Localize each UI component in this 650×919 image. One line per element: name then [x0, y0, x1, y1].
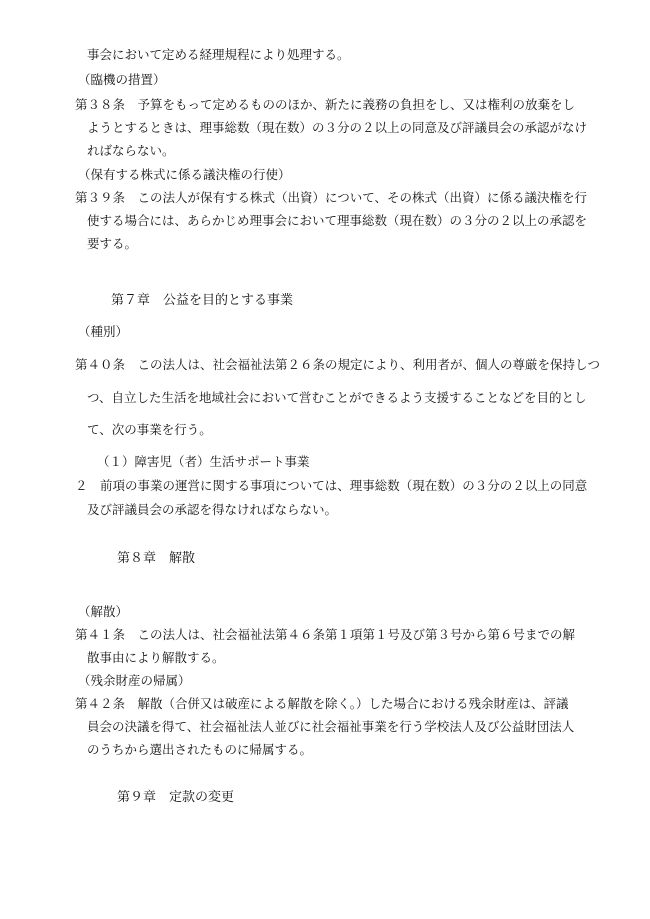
article-39: 第３９条 この法人が保有する株式（出資）について、その株式（出資）に係る議決権を行 — [75, 190, 588, 205]
text-line: 員会の決議を得て、社会福祉法人並びに社会福祉事業を行う学校法人及び公益財団法人 — [87, 719, 575, 734]
list-item: （１）障害児（者）生活サポート事業 — [97, 454, 310, 469]
chapter-9-heading: 第９章 定款の変更 — [117, 790, 235, 805]
chapter-7-heading: 第７章 公益を目的とする事業 — [111, 293, 294, 308]
section-caption: （解散） — [78, 604, 129, 619]
section-caption: （残余財産の帰属） — [78, 673, 191, 688]
chapter-8-heading: 第８章 解散 — [117, 551, 196, 566]
text-line: のうちから選出されたものに帰属する。 — [87, 742, 313, 757]
section-caption: （保有する株式に係る議決権の行使） — [78, 167, 291, 182]
article-40: 第４０条 この法人は、社会福祉法第２６条の規定により、利用者が、個人の尊厳を保持しつ — [75, 357, 601, 372]
text-line: ようとするときは、理事総数（現在数）の３分の２以上の同意及び評議員会の承認がなけ — [87, 120, 588, 135]
text-line: 要する。 — [87, 236, 138, 251]
article-38: 第３８条 予算をもって定めるもののほか、新たに義務の負担をし、又は権利の放棄をし — [75, 97, 576, 112]
text-line: ればならない。 — [87, 143, 175, 158]
text-line: つ、自立した生活を地域社会において営むことができるよう支援することなどを目的とし — [87, 390, 587, 405]
article-41: 第４１条 この法人は、社会福祉法第４６条第１項第１号及び第３号から第６号までの解 — [75, 627, 576, 642]
text-line: 及び評議員会の承認を得なければならない。 — [87, 502, 338, 517]
text-line: 事会において定める経理規程により処理する。 — [87, 47, 350, 62]
text-line: 散事由により解散する。 — [87, 650, 225, 665]
article-42: 第４２条 解散（合併又は破産による解散を除く。）した場合における残余財産は、評議 — [75, 696, 569, 711]
text-line: て、次の事業を行う。 — [87, 422, 212, 437]
text-line: 使する場合には、あらかじめ理事会において理事総数（現在数）の３分の２以上の承認を — [87, 213, 588, 228]
paragraph-2: ２ 前項の事業の運営に関する事項については、理事総数（現在数）の３分の２以上の同意 — [75, 478, 588, 493]
section-caption: （種別） — [78, 324, 129, 339]
section-caption: （臨機の措置） — [78, 72, 166, 87]
